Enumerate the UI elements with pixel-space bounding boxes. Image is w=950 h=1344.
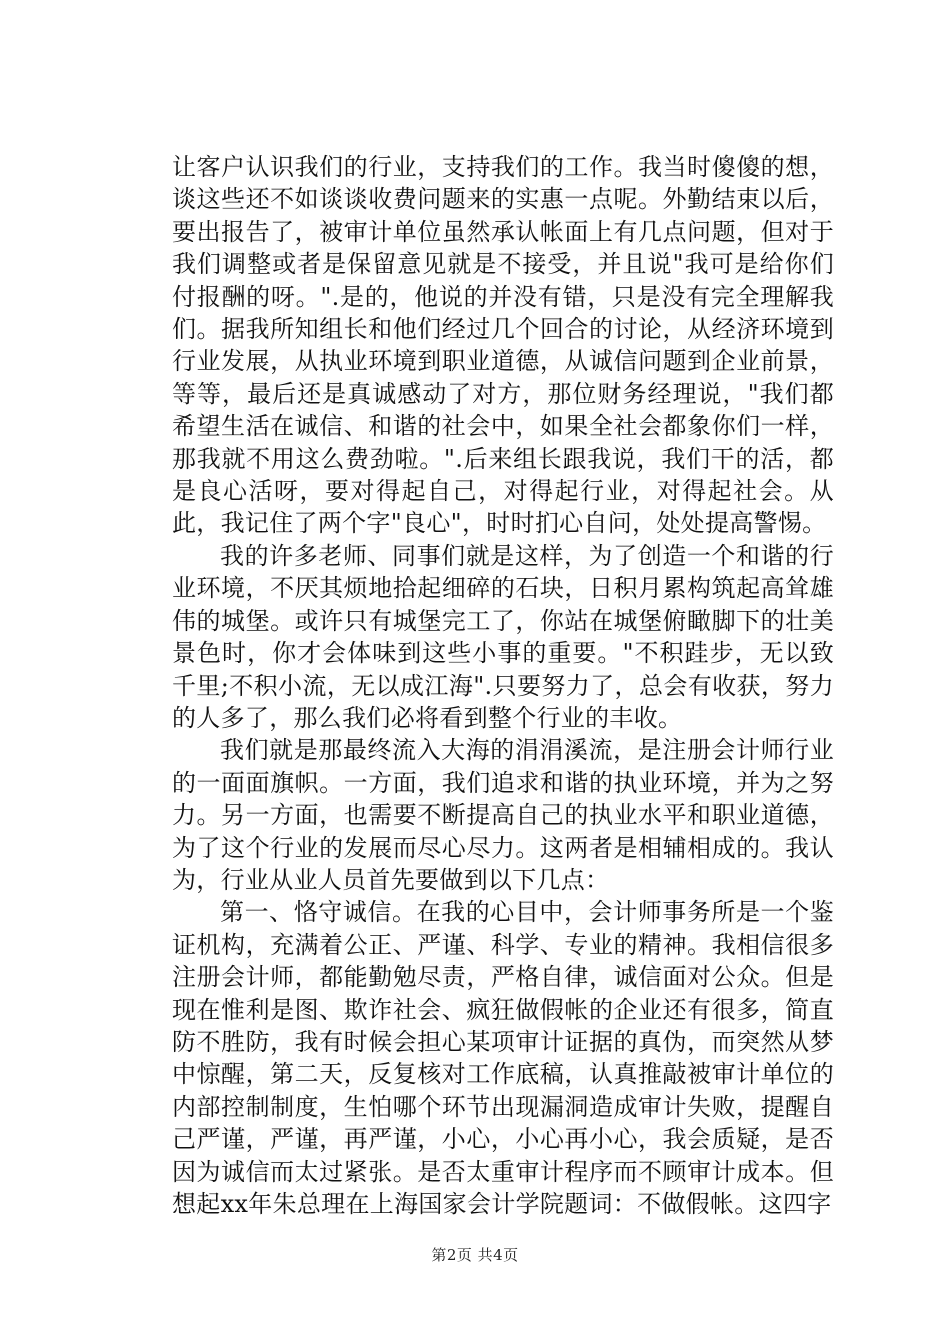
paragraph-continued: 让客户认识我们的行业，支持我们的工作。我当时傻傻的想，谈这些还不如谈谈收费问题来的实惠一点呢。外勤结束以后，要出报告了，被审计单位虽然承认帐面上有几点问题，但对于我们调整或者是保留意见就是不接受，并且说"我可是给你们付报酬的呀。".是的，他说的并没有错，只是没有完全理解我们。据我所知组长和他们经过几个回合的讨论，从经济环境到行业发展，从执业环境到职业道德，从诚信问题到企业前景，等等，最后还是真诚感动了对方，那位财务经理说，"我们都希望生活在诚信、和谐的社会中，如果全社会都象你们一样，那我就不用这么费劲啦。".后来组长跟我说，我们干的活，都是良心活呀，要对得起自己，对得起行业，对得起社会。从此，我记住了两个字"良心"，时时扪心自问，处处提高警惕。 <box>172 153 834 538</box>
paragraph-integrity: 第一、恪守诚信。在我的心目中，会计师事务所是一个鉴证机构，充满着公正、严谨、科学、专业的精神。我相信很多注册会计师，都能勤勉尽责，严格自律，诚信面对公众。但是现在惟利是图、欺诈社会、疯狂做假帐的企业还有很多，简直防不胜防，我有时候会担心某项审计证据的真伪，而突然从梦中惊醒，第二天，反复核对工作底稿，认真推敲被审计单位的内部控制制度，生怕哪个环节出现漏洞造成审计失败，提醒自己严谨，严谨，再严谨，小心，小心再小心，我会质疑，是否因为诚信而太过紧张。是否太重审计程序而不顾审计成本。但想起xx年朱总理在上海国家会计学院题词：不做假帐。这四字 <box>172 898 834 1218</box>
page-footer: 第2页 共4页 <box>431 1246 519 1264</box>
paragraph-teachers: 我的许多老师、同事们就是这样，为了创造一个和谐的行业环境，不厌其烦地拾起细碎的石块，日积月累构筑起高耸雄伟的城堡。或许只有城堡完工了，你站在城堡俯瞰脚下的壮美景色时，你才会体味到这些小事的重要。"不积跬步，无以致千里;不积小流，无以成江海".只要努力了，总会有收获，努力的人多了，那么我们必将看到整个行业的丰收。 <box>172 541 834 732</box>
document-body <box>172 151 834 1220</box>
paragraph-streams: 我们就是那最终流入大海的涓涓溪流，是注册会计师行业的一面面旗帜。一方面，我们追求和谐的执业环境，并为之努力。另一方面，也需要不断提高自己的执业水平和职业道德，为了这个行业的发展而尽心尽力。这两者是相辅相成的。我认为，行业从业人员首先要做到以下几点： <box>172 736 834 894</box>
